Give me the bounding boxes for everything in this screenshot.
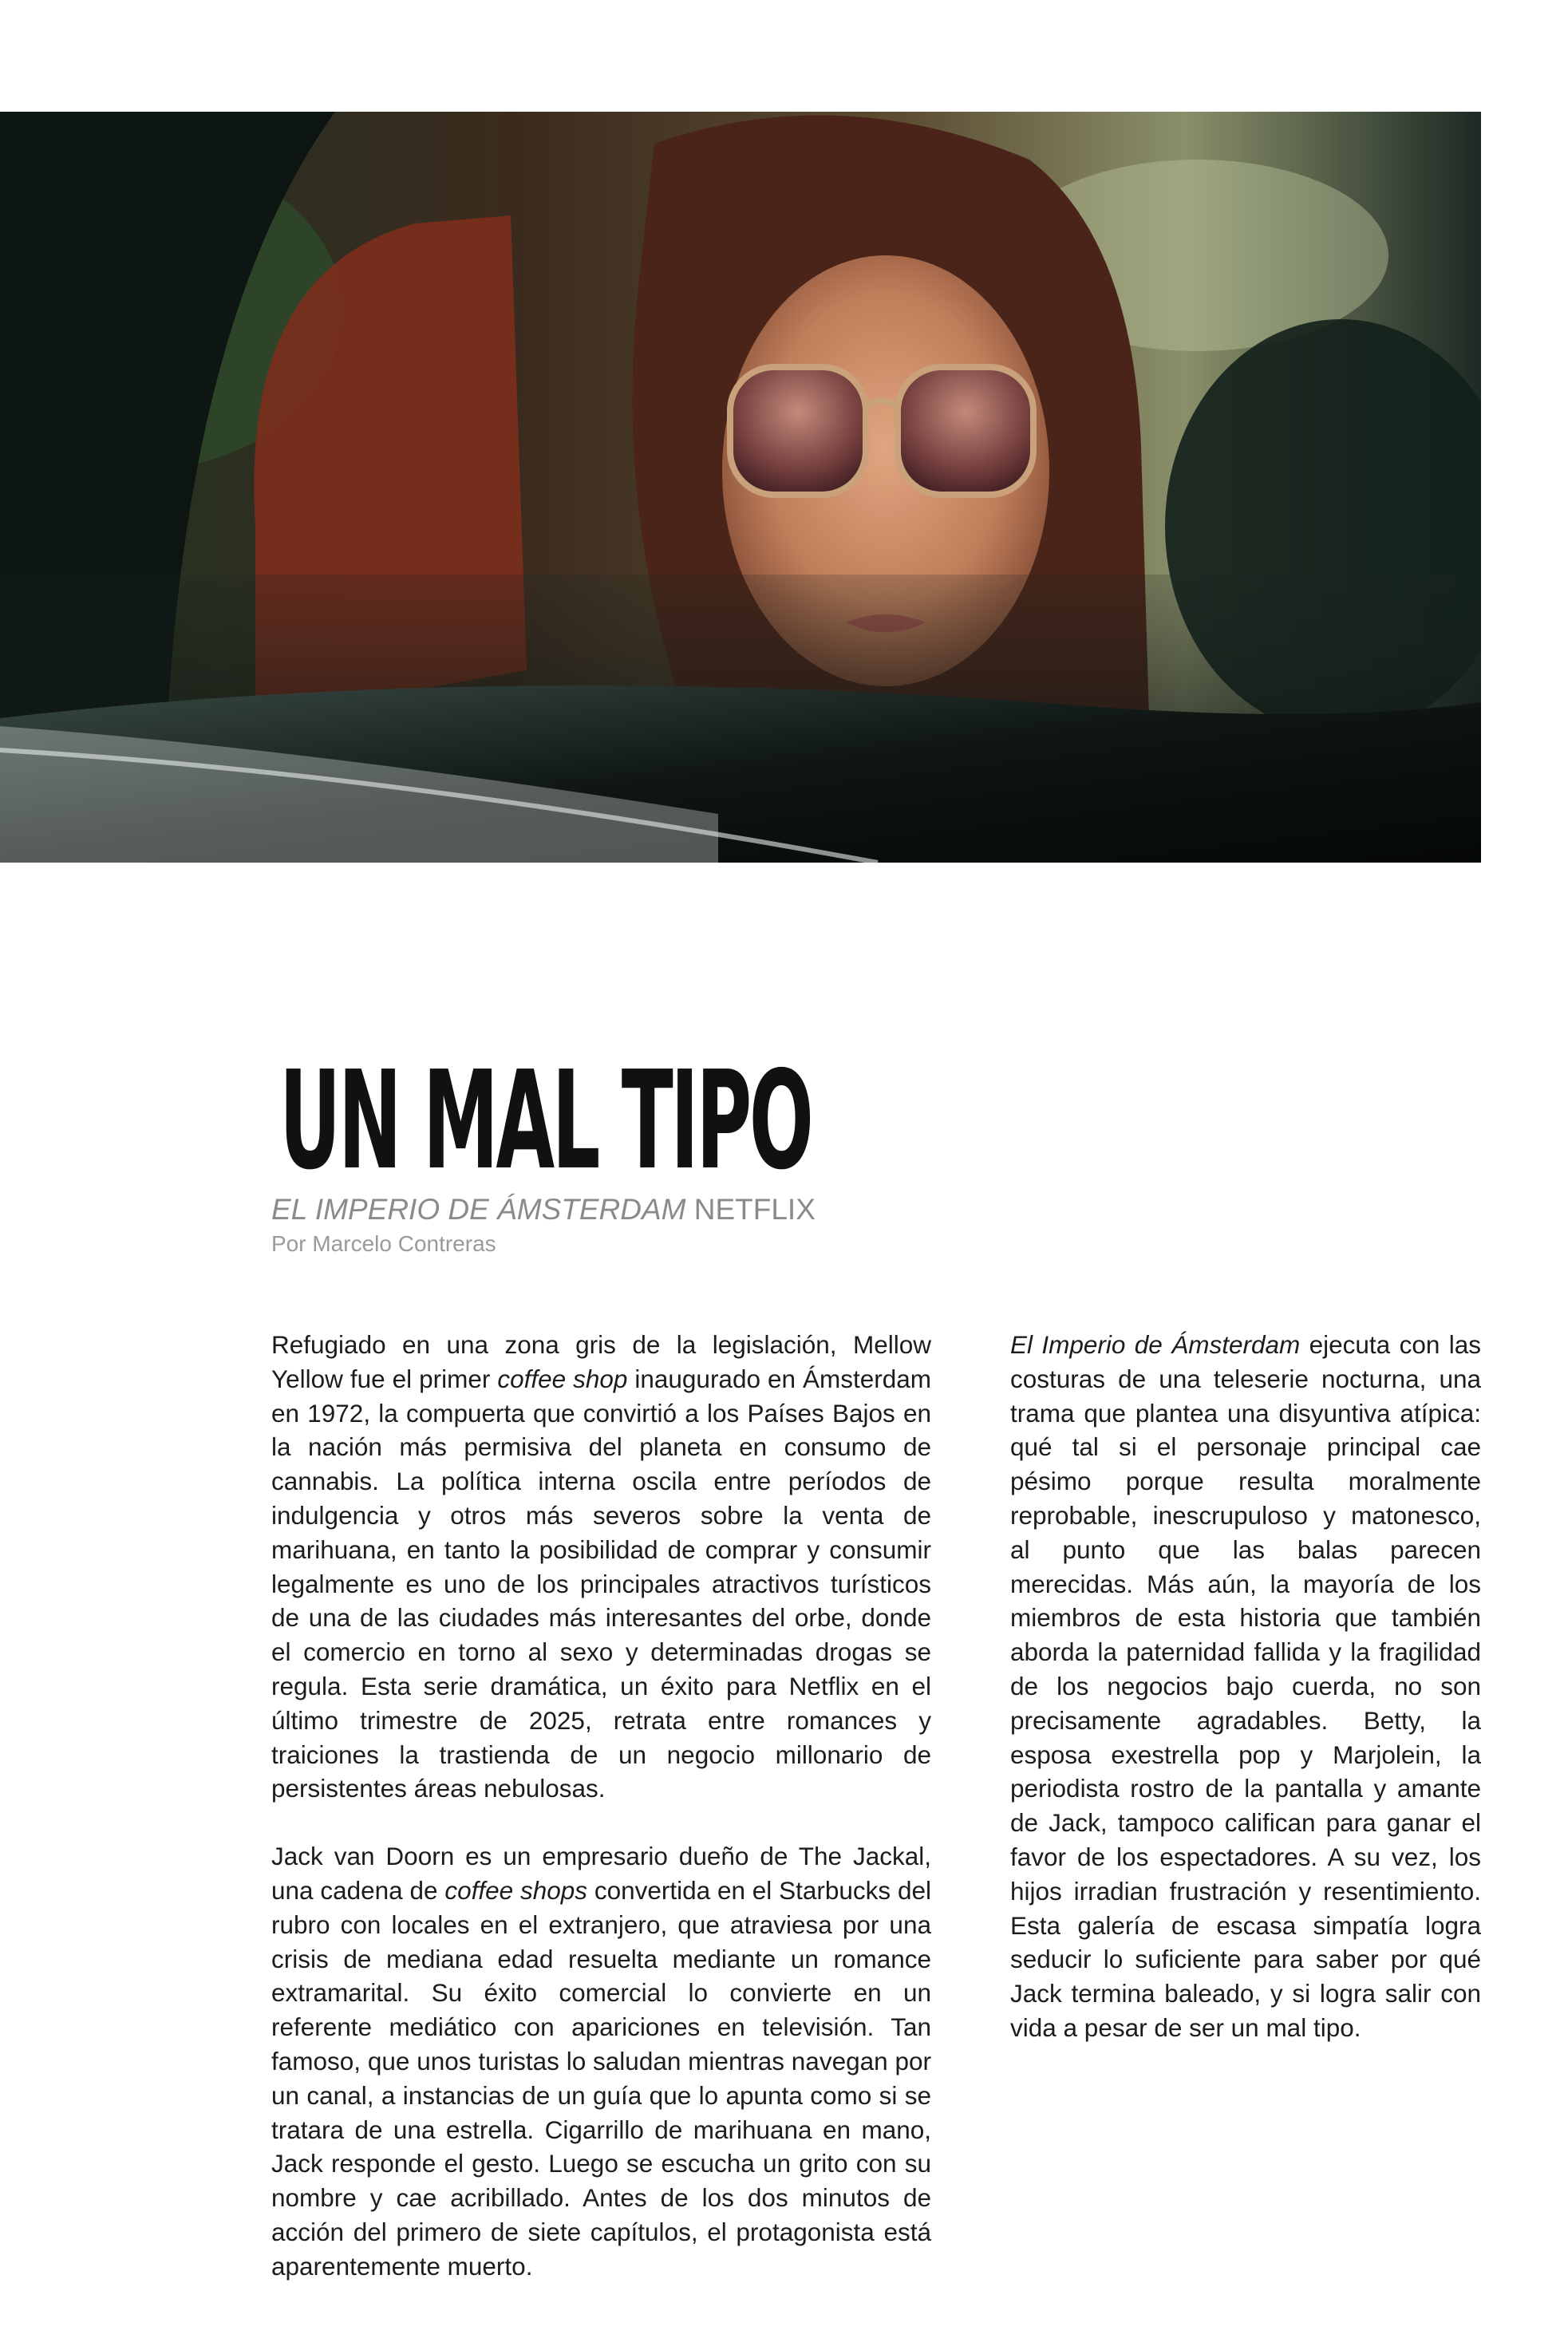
- article-title: UN MAL TIPO: [279, 1042, 812, 1200]
- body-column-left: [271, 1328, 931, 2284]
- byline: Por Marcelo Contreras: [271, 1231, 496, 1256]
- body-paragraph: Refugiado en una zona gris de la legislación, Mellow Yellow fue el primer coffee shop inaugurado en Ámsterdam en 1972, la compuerta que convirtió a los Países Bajos en la nación más permisiva del planeta en consumo de cannabis. La política interna oscila entre períodos de indulgencia y otros más severos sobre la venta de marihuana, en tanto la posibilidad de comprar y consumir legalmente es uno de los principales atractivos turísticos de una de las ciudades más interesantes del orbe, donde el comercio en torno al sexo y determinadas drogas se regula. Esta serie dramática, un éxito para Netflix en el último trimestre de 2025, retrata entre romances y traiciones la trastienda de un negocio millonario de persistentes áreas nebulosas.: [271, 1330, 931, 1803]
- platform-name: NETFLIX: [693, 1193, 816, 1226]
- photo-woman-sunglasses-car: [0, 112, 1481, 863]
- article-subtitle: [271, 1195, 816, 1224]
- show-title: EL IMPERIO DE ÁMSTERDAM: [271, 1193, 686, 1226]
- body-paragraph: Jack van Doorn es un empresario dueño de The Jackal, una cadena de coffee shops convertida en el Starbucks del rubro con locales en el extranjero, que atraviesa por una crisis de mediana edad resuelta mediante un romance extramarital. Su éxito comercial lo convierte en un referente mediático con apariciones en televisión. Tan famoso, que unos turistas lo saludan mientras navegan por un canal, a instancias de un guía que lo apunta como si se tratara de una estrella. Cigarrillo de marihuana en mano, Jack responde el gesto. Luego se escucha un grito con su nombre y cae acribillado. Antes de los dos minutos de acción del primero de siete capítulos, el protagonista está aparentemente muerto.: [271, 1842, 931, 2281]
- body-paragraph: El Imperio de Ámsterdam ejecuta con las costuras de una teleserie nocturna, una trama que plantea una disyuntiva atípica: qué tal si el personaje principal cae pésimo porque resulta moralmente reprobable, inescrupuloso y matonesco, al punto que las balas parecen merecidas. Más aún, la mayoría de los miembros de esta historia que también aborda la paternidad fallida y la fragilidad de los negocios bajo cuerda, no son precisamente agradables. Betty, la esposa exestrella pop y Marjolein, la periodista rostro de la pantalla y amante de Jack, tampoco califican para ganar el favor de los espectadores. A su vez, los hijos irradian frustración y resentimiento. Esta galería de escasa simpatía logra seducir lo suficiente para saber por qué Jack termina baleado, y si logra salir con vida a pesar de ser un mal tipo.: [1010, 1330, 1482, 2042]
- hero-photo: [0, 112, 1481, 863]
- body-column-right: [1010, 1328, 1481, 2045]
